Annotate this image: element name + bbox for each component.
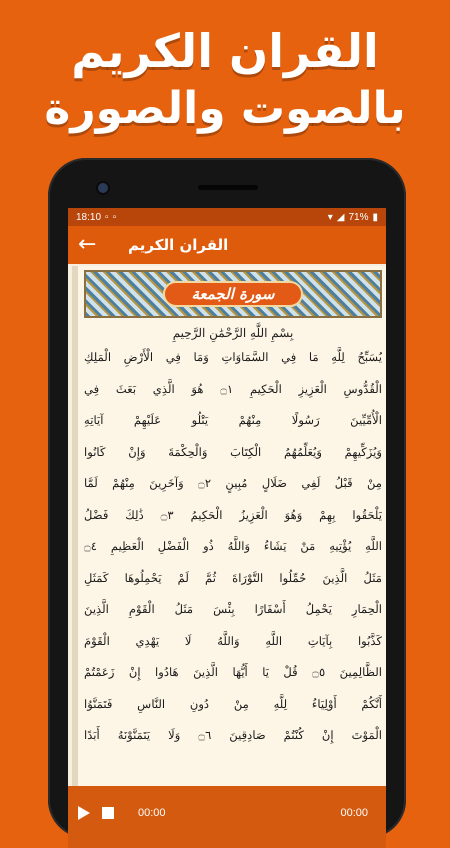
notification-box-icon: ▫ <box>112 211 117 223</box>
promo-title <box>0 22 450 138</box>
verse-line: الْأُمِّيِّينَ رَسُولًا مِنْهُمْ يَتْلُو عَلَيْهِمْ آيَاتِهِ <box>84 413 382 427</box>
wifi-icon: ▾ <box>327 211 333 223</box>
quran-page[interactable] <box>72 266 386 786</box>
surah-header-ornament <box>84 270 382 318</box>
battery-percent: 71% <box>348 211 369 223</box>
status-time: 18:10 <box>76 211 102 223</box>
basmala: بِسْمِ اللَّهِ الرَّحْمَٰنِ الرَّحِيمِ <box>172 326 294 340</box>
verse-line: كَذَّبُوا بِآيَاتِ اللَّهِ وَاللَّهُ لَا يَهْدِي الْقَوْمَ <box>84 633 382 648</box>
phone-frame <box>48 158 406 838</box>
audio-player <box>68 786 386 848</box>
front-camera-icon <box>98 183 108 193</box>
app-title: القران الكريم <box>128 236 229 254</box>
surah-name: سورة الجمعة <box>163 281 302 307</box>
stop-icon[interactable] <box>102 807 114 819</box>
app-bar <box>68 226 386 264</box>
time-total: 00:00 <box>340 807 368 819</box>
verse-line: الْحِمَارِ يَحْمِلُ أَسْفَارًا بِئْسَ مَثَلُ الْقَوْمِ الَّذِينَ <box>84 602 382 616</box>
app-screen <box>68 208 386 848</box>
promo-title-line1: القران الكريم <box>71 24 379 78</box>
verse-line: مَثَلُ الَّذِينَ حُمِّلُوا التَّوْرَاةَ ثُمَّ لَمْ يَحْمِلُوهَا كَمَثَلِ <box>84 570 382 585</box>
verse-line: أَنَّكُمْ أَوْلِيَاءُ لِلَّهِ مِنْ دُونِ النَّاسِ فَتَمَنَّوُا <box>84 696 382 711</box>
verse-line: يُسَبِّحُ لِلَّهِ مَا فِي السَّمَاوَاتِ وَمَا فِي الْأَرْضِ الْمَلِكِ <box>84 350 382 364</box>
verse-line: الظَّالِمِينَ ۝٥ قُلْ يَا أَيُّهَا الَّذِينَ هَادُوا إِنْ زَعَمْتُمْ <box>84 665 382 679</box>
verse-line: وَيُزَكِّيهِمْ وَيُعَلِّمُهُمُ الْكِتَابَ وَالْحِكْمَةَ وَإِنْ كَانُوا <box>84 444 382 459</box>
verse-line: الْمَوْتَ إِنْ كُنْتُمْ صَادِقِينَ ۝٦ وَلَا يَتَمَنَّوْنَهُ أَبَدًا <box>84 728 382 742</box>
signal-icon: ◢ <box>336 211 345 223</box>
battery-icon: ▮ <box>372 211 378 223</box>
earpiece-speaker <box>198 185 258 190</box>
promo-title-line2: بالصوت والصورة <box>44 83 406 134</box>
status-bar <box>68 208 386 226</box>
time-current: 00:00 <box>138 807 166 819</box>
notification-box-icon: ▫ <box>105 211 109 223</box>
play-icon[interactable] <box>78 806 90 820</box>
verse-line: يَلْحَقُوا بِهِمْ وَهُوَ الْعَزِيزُ الْحَكِيمُ ۝٣ ذَٰلِكَ فَضْلُ <box>84 507 382 522</box>
arrow-back-icon[interactable]: ← <box>78 232 97 257</box>
verse-line: اللَّهِ يُؤْتِيهِ مَنْ يَشَاءُ وَاللَّهُ ذُو الْفَضْلِ الْعَظِيمِ ۝٤ <box>84 539 382 553</box>
verse-line: مِنْ قَبْلُ لَفِي ضَلَالٍ مُبِينٍ ۝٢ وَآخَرِينَ مِنْهُمْ لَمَّا <box>84 476 382 490</box>
verses-block <box>78 342 386 752</box>
verse-line: الْقُدُّوسِ الْعَزِيزِ الْحَكِيمِ ۝١ هُوَ الَّذِي بَعَثَ فِي <box>84 381 382 396</box>
